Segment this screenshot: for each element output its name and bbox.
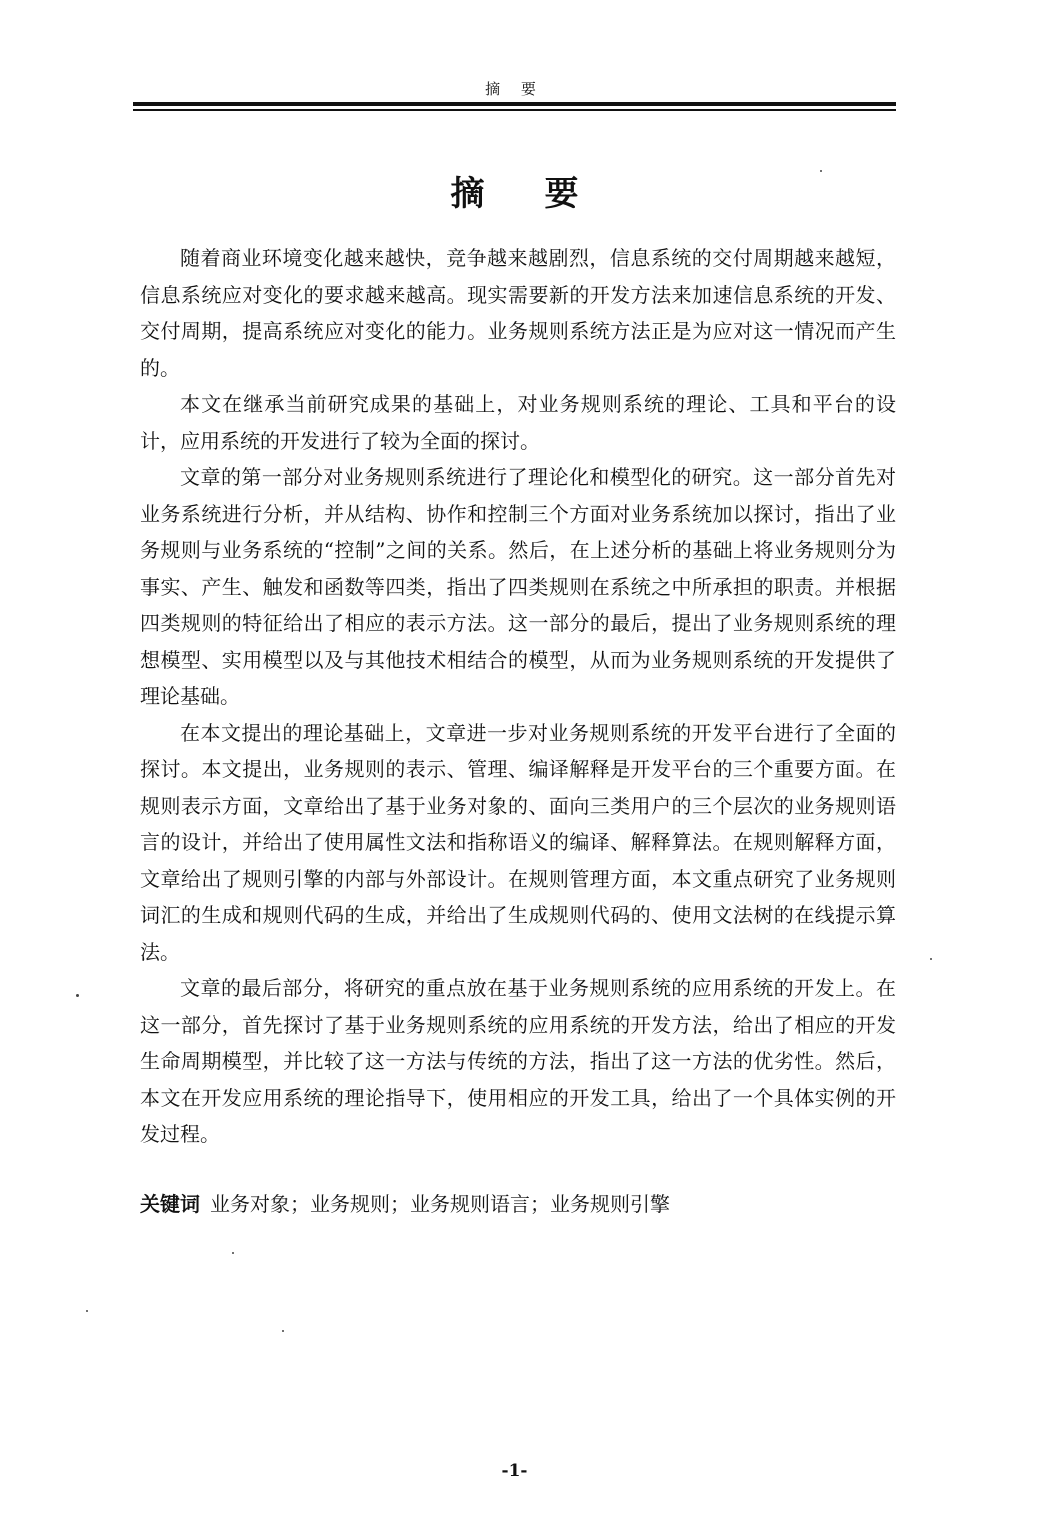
paragraph: 本文在继承当前研究成果的基础上，对业务规则系统的理论、工具和平台的设计，应用系统的开发进行了较为全面的探讨。 — [140, 392, 896, 453]
scan-speck — [820, 170, 822, 172]
page-number: -1- — [501, 1461, 528, 1481]
paragraph: 文章的最后部分，将研究的重点放在基于业务规则系统的应用系统的开发上。在这一部分，首先探讨了基于业务规则系统的应用系统的开发方法，给出了相应的开发生命周期模型，并比较了这一方法与传统的方法，指出了这一方法的优劣性。然后，本文在开发应用系统的理论指导下，使用相应的开发工具，给出了一个具体实例的开发过程。 — [140, 976, 896, 1146]
page-title: 摘要 — [450, 174, 639, 214]
scan-speck — [232, 1252, 234, 1254]
header-rule-thin — [133, 109, 896, 111]
paragraph: 随着商业环境变化越来越快，竞争越来越剧烈，信息系统的交付周期越来越短，信息系统应对变化的要求越来越高。现实需要新的开发方法来加速信息系统的开发、交付周期，提高系统应对变化的能力。业务规则系统方法正是为应对这一情况而产生的。 — [140, 246, 896, 380]
running-header: 摘 要 — [485, 80, 544, 98]
paragraph: 在本文提出的理论基础上，文章进一步对业务规则系统的开发平台进行了全面的探讨。本文提出，业务规则的表示、管理、编译解释是开发平台的三个重要方面。在规则表示方面，文章给出了基于业务对象的、面向三类用户的三个层次的业务规则语言的设计，并给出了使用属性文法和指称语义的编译、解释算法。在规则解释方面，文章给出了规则引擎的内部与外部设计。在规则管理方面，本文重点研究了业务规则词汇的生成和规则代码的生成，并给出了生成规则代码的、使用文法树的在线提示算法。 — [140, 720, 896, 964]
header-rule-thick — [133, 102, 896, 106]
keywords-label: 关键词 — [140, 1192, 200, 1216]
scan-speck — [76, 994, 79, 997]
keywords — [140, 1186, 896, 1222]
scan-speck — [930, 958, 932, 960]
paragraph: 文章的第一部分对业务规则系统进行了理论化和模型化的研究。这一部分首先对业务系统进行分析，并从结构、协作和控制三个方面对业务系统加以探讨，指出了业务规则与业务系统的“控制”之间的关系。然后，在上述分析的基础上将业务规则分为事实、产生、触发和函数等四类，指出了四类规则在系统之中所承担的职责。并根据四类规则的特征给出了相应的表示方法。这一部分的最后，提出了业务规则系统的理想模型、实用模型以及与其他技术相结合的模型，从而为业务规则系统的开发提供了理论基础。 — [140, 465, 896, 708]
scan-speck — [282, 1330, 284, 1332]
scan-speck — [86, 1310, 88, 1312]
keywords-text: 业务对象；业务规则；业务规则语言；业务规则引擎 — [210, 1192, 670, 1216]
abstract-body — [140, 240, 896, 1153]
